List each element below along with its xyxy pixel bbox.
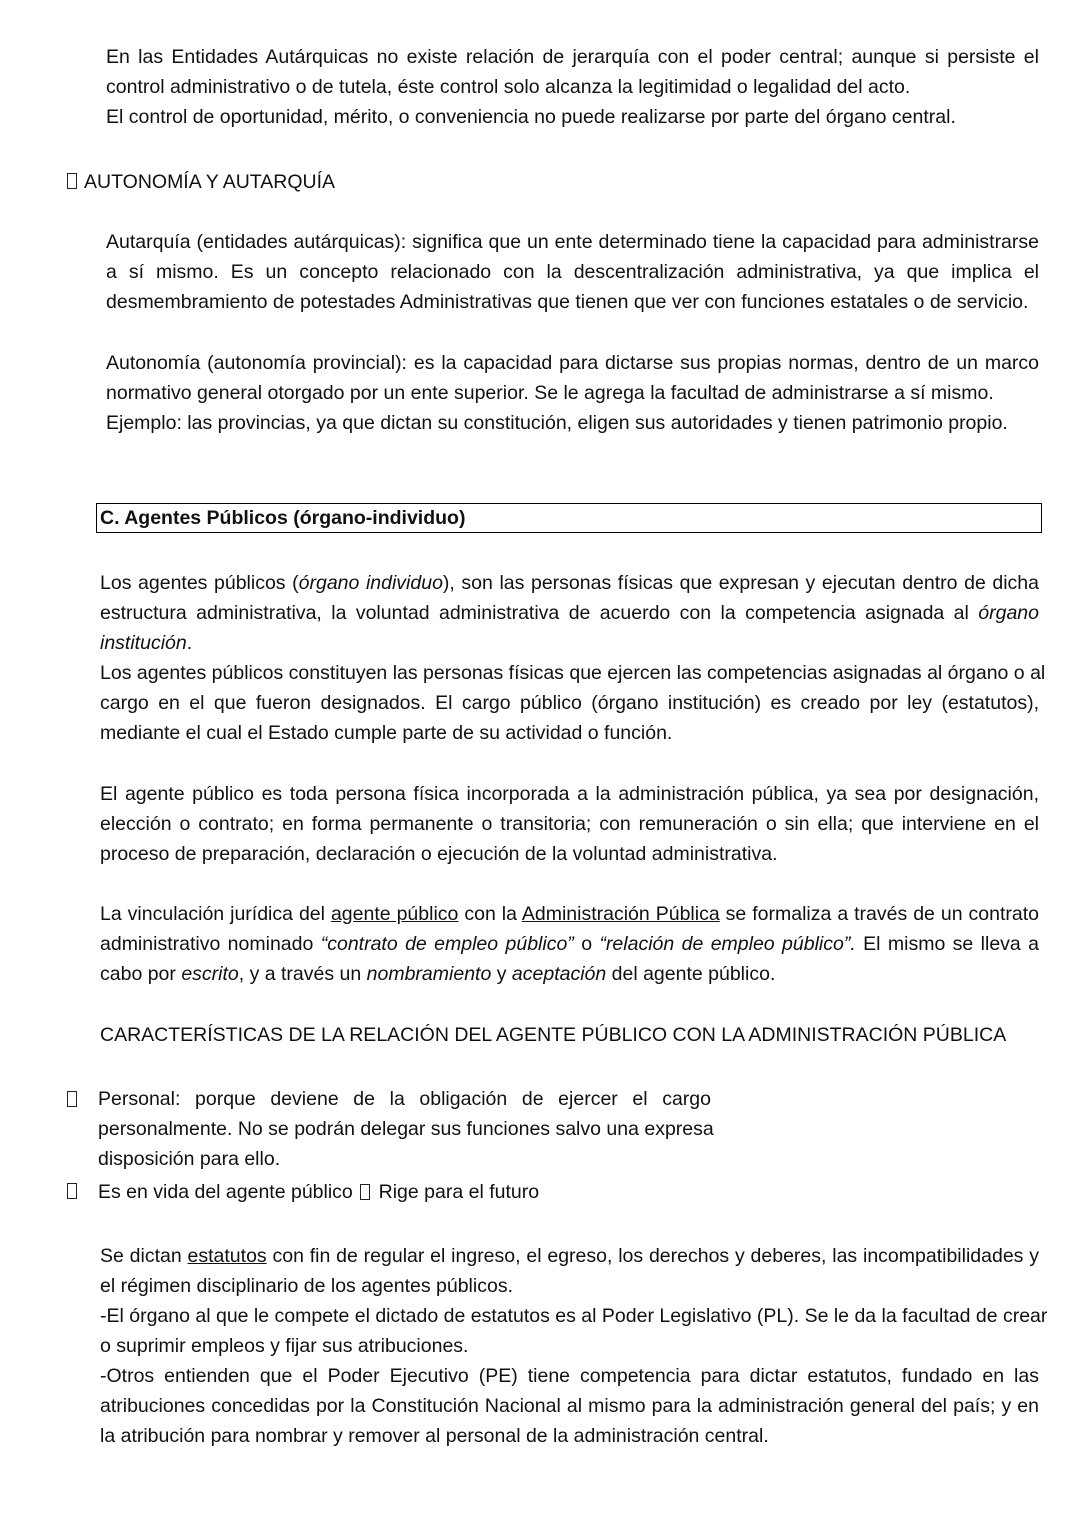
text-line: Autonomía (autonomía provincial): es la capacidad para dictarse sus propias normas, dentro de un marco <box>106 352 1039 374</box>
bullet-personal <box>98 1084 714 1174</box>
text-run: Se dictan <box>100 1245 188 1267</box>
text-run: cabo por <box>100 963 182 985</box>
text-line: proceso de preparación, declaración o ejecución de la voluntad administrativa. <box>100 843 778 865</box>
text-line: normativo general otorgado por un ente superior. Se le agrega la facultad de administrarse a sí mismo. <box>106 382 994 404</box>
missing-glyph-arrow-icon <box>360 1184 370 1200</box>
text-line: desmembramiento de potestades Administrativas que tienen que ver con funciones estatales o de servicio. <box>106 291 1029 313</box>
italic-text-run: institución <box>100 632 187 654</box>
underlined-text-run: Administración Pública <box>521 903 720 925</box>
text-line: personalmente. No se podrán delegar sus funciones salvo una expresa <box>98 1118 714 1140</box>
missing-glyph-bullet-icon <box>67 1091 77 1107</box>
text-line <box>100 1241 1039 1271</box>
italic-text-run: nombramiento <box>366 963 492 985</box>
italic-text-run: “contrato de empleo público” <box>320 933 574 955</box>
text-run: , y a través un <box>238 963 367 985</box>
text-line <box>100 598 1039 628</box>
text-run: con la <box>458 903 522 925</box>
text-run: Los agentes públicos ( <box>100 572 299 594</box>
italic-text-run: aceptación <box>511 963 607 985</box>
text-line: atribuciones concedidas por la Constitución Nacional al mismo para la administración general del país; y en <box>100 1395 1039 1417</box>
text-run: Es en vida del agente público <box>98 1181 353 1203</box>
text-line: el régimen disciplinario de los agentes públicos. <box>100 1275 513 1297</box>
paragraph-vinculacion-juridica <box>100 899 1039 989</box>
italic-text-run: órgano individuo <box>298 572 443 594</box>
text-run: y <box>491 963 512 985</box>
text-run: se formaliza a través de un contrato <box>719 903 1040 925</box>
text-line <box>100 628 1039 658</box>
missing-glyph-bullet-icon <box>67 1183 77 1199</box>
text-run: Rige para el futuro <box>378 1181 540 1203</box>
text-line: cargo en el que fueron designados. El cargo público (órgano institución) es creado por ley (estatutos), <box>100 692 1039 714</box>
paragraph-entidades-autarquicas <box>106 42 1039 132</box>
heading-caracteristicas: CARACTERÍSTICAS DE LA RELACIÓN DEL AGENTE PÚBLICO CON LA ADMINISTRACIÓN PÚBLICA <box>100 1024 1007 1046</box>
text-line <box>100 568 1039 598</box>
text-run: con fin de regular el ingreso, el egreso, los derechos y deberes, las incompatibilidades y <box>266 1245 1039 1267</box>
text-run: estructura administrativa, la voluntad administrativa de acuerdo con la competencia asignada al <box>100 602 979 624</box>
text-line: o suprimir empleos y fijar sus atribuciones. <box>100 1335 469 1357</box>
text-run: ), son las personas físicas que expresan y ejecutan dentro de dicha <box>442 572 1039 594</box>
text-line: -El órgano al que le compete el dictado de estatutos es al Poder Legislativo (PL). Se le da la facultad de crear <box>100 1305 1048 1327</box>
text-run: La vinculación jurídica del <box>100 903 331 925</box>
text-line: control administrativo o de tutela, éste control solo alcanza la legitimidad o legalidad del acto. <box>106 76 911 98</box>
text-line: Los agentes públicos constituyen las personas físicas que ejercen las competencias asignadas al órgano o al <box>100 662 1046 684</box>
text-line: a sí mismo. Es un concepto relacionado con la descentralización administrativa, ya que implica el <box>106 261 1039 283</box>
paragraph-autonomia <box>106 348 1039 438</box>
text-line: Ejemplo: las provincias, ya que dictan su constitución, eligen sus autoridades y tienen patrimonio propio. <box>106 412 1008 434</box>
text-line: la atribución para nombrar y remover al personal de la administración central. <box>100 1425 769 1447</box>
underlined-text-run: estatutos <box>187 1245 267 1267</box>
text-run: o <box>573 933 600 955</box>
text-line: -Otros entienden que el Poder Ejecutivo (PE) tiene competencia para dictar estatutos, fundado en las <box>100 1365 1039 1387</box>
text-line: disposición para ello. <box>98 1148 281 1170</box>
paragraph-agente-publico-persona-fisica <box>100 779 1039 869</box>
italic-text-run: “relación de empleo público”. <box>599 933 856 955</box>
paragraph-autarquia <box>106 227 1039 317</box>
text-line <box>100 899 1039 929</box>
text-line: mediante el cual el Estado cumple parte de su actividad o función. <box>100 722 673 744</box>
text-run: del agente público. <box>606 963 776 985</box>
italic-text-run: órgano <box>978 602 1039 624</box>
text-run: . <box>186 632 193 654</box>
paragraph-estatutos <box>100 1241 1048 1451</box>
text-line <box>100 959 1039 989</box>
bullet-vida-agente <box>98 1177 539 1207</box>
text-run: El mismo se lleva a <box>855 933 1040 955</box>
text-line: En las Entidades Autárquicas no existe relación de jerarquía con el poder central; aunque si persiste el <box>106 46 1039 68</box>
text-line <box>100 929 1039 959</box>
section-title-agentes-publicos: C. Agentes Públicos (órgano-individuo) <box>96 503 1042 533</box>
text-line: Autarquía (entidades autárquicas): significa que un ente determinado tiene la capacidad para administrarse <box>106 231 1039 253</box>
text-line: elección o contrato; en forma permanente o transitoria; con remuneración o sin ella; que interviene en el <box>100 813 1039 835</box>
italic-text-run: escrito <box>181 963 239 985</box>
text-line: El control de oportunidad, mérito, o conveniencia no puede realizarse por parte del órgano central. <box>106 106 956 128</box>
text-line: El agente público es toda persona física incorporada a la administración pública, ya sea por designación, <box>100 783 1039 805</box>
underlined-text-run: agente público <box>330 903 459 925</box>
text-run: administrativo nominado <box>100 933 321 955</box>
missing-glyph-bullet-icon <box>67 173 77 189</box>
paragraph-agentes-publicos-definicion <box>100 568 1046 748</box>
heading-autonomia-autarquia: AUTONOMÍA Y AUTARQUÍA <box>84 171 336 193</box>
text-line: Personal: porque deviene de la obligación de ejercer el cargo <box>98 1088 711 1110</box>
